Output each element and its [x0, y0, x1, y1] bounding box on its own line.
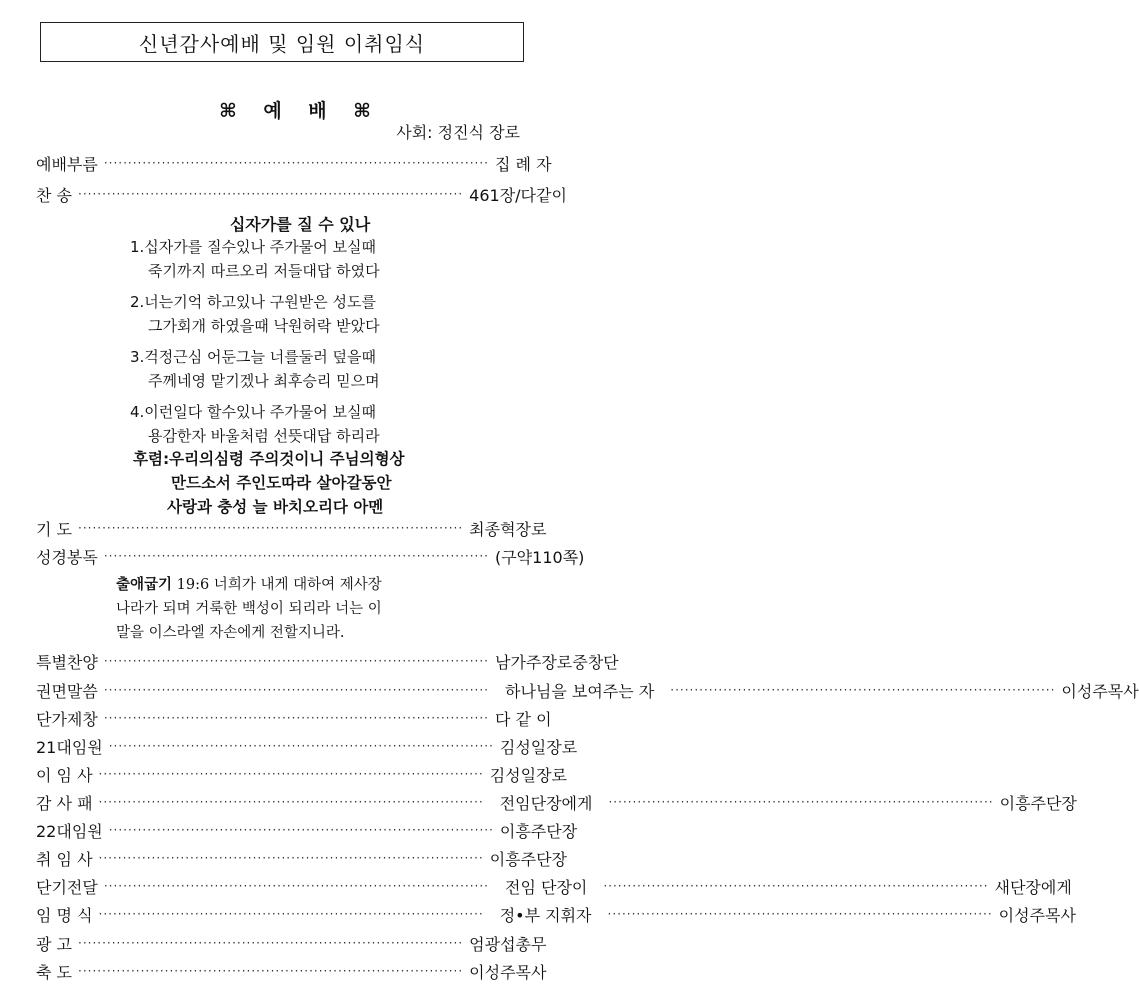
row-detail: 하나님을 보여주는 자 — [504, 681, 655, 701]
leader-dots: ················································································ — [608, 795, 994, 809]
program-row — [36, 789, 1077, 815]
leader-dots: ················································································ — [103, 683, 489, 697]
program-row — [36, 873, 1072, 899]
leader-dots: ················································································ — [108, 739, 494, 753]
chorus-line: 사랑과 충성 늘 바치오리다 아멘 — [167, 498, 384, 516]
row-label: 취 임 사 — [36, 849, 93, 869]
program-row — [36, 817, 578, 843]
program-row — [36, 648, 619, 674]
row-label: 단기전달 — [36, 877, 98, 897]
row-label: 찬 송 — [36, 185, 72, 205]
program-row — [36, 930, 547, 956]
row-detail: 전임단장에게 — [499, 793, 593, 813]
program-row — [36, 845, 567, 871]
row-value: 김성일장로 — [499, 737, 578, 757]
verse-line: 1.십자가를 질수있나 주가물어 보실때 — [130, 238, 376, 256]
row-value: 엄광섭총무 — [469, 934, 547, 954]
row-value: 남가주장로중창단 — [494, 652, 619, 672]
row-detail: 정•부 지휘자 — [499, 905, 592, 925]
leader-dots: ················································································ — [103, 711, 489, 725]
row-value: 이흥주단장 — [499, 821, 578, 841]
row-label: 단가제창 — [36, 709, 98, 729]
leader-dots: ················································································ — [670, 683, 1056, 697]
row-value: 461장/다같이 — [469, 185, 567, 205]
leader-dots: ················································································ — [103, 549, 489, 563]
row-label: 임 명 식 — [36, 905, 93, 925]
program-row — [36, 761, 567, 787]
scripture-passage — [116, 573, 456, 645]
program-row — [36, 150, 552, 176]
program-row — [36, 677, 1139, 703]
program-row — [36, 901, 1076, 927]
leader-dots: ················································································ — [98, 907, 484, 921]
hymn-verse — [130, 345, 380, 393]
scripture-line: 19:6 너희가 내게 대하여 제사장 — [172, 577, 382, 593]
leader-dots: ················································································ — [78, 936, 464, 950]
row-value: 이성주목사 — [998, 905, 1076, 925]
leader-dots: ················································································ — [78, 964, 464, 978]
verse-line: 4.이런일다 할수있나 주가물어 보실때 — [130, 403, 376, 421]
row-value: 최종혁장로 — [469, 519, 547, 539]
leader-dots: ················································································ — [103, 156, 489, 170]
row-value: 이성주목사 — [469, 962, 547, 982]
leader-dots: ················································································ — [98, 767, 484, 781]
row-value: 다 같 이 — [494, 709, 552, 729]
row-value: (구약110쪽) — [494, 547, 585, 567]
leader-dots: ················································································ — [607, 907, 993, 921]
scripture-reference: 출애굽기 — [116, 577, 173, 593]
row-value: 새단장에게 — [994, 877, 1072, 897]
row-label: 축 도 — [36, 962, 72, 982]
leader-dots: ················································································ — [98, 851, 484, 865]
program-row — [36, 958, 547, 984]
program-row — [36, 543, 585, 569]
hymn-verse — [130, 235, 380, 283]
row-label: 21대임원 — [36, 737, 103, 757]
leader-dots: ················································································ — [78, 521, 464, 535]
row-value: 김성일장로 — [489, 765, 567, 785]
leader-dots: ················································································ — [108, 823, 494, 837]
presider-line: 사회: 정진식 장로 — [396, 123, 520, 142]
program-row — [36, 733, 578, 759]
chorus-line: 후렴:우리의심령 주의것이니 주님의형상 — [133, 450, 405, 468]
verse-line: 죽기까지 따르오리 저들대답 하였다 — [148, 262, 380, 280]
row-label: 감 사 패 — [36, 793, 93, 813]
section-heading: ⌘ 예 배 ⌘ — [219, 100, 381, 122]
row-label: 이 임 사 — [36, 765, 93, 785]
row-value: 이성주목사 — [1061, 681, 1139, 701]
row-label: 특별찬양 — [36, 652, 98, 672]
leader-dots: ················································································ — [98, 795, 484, 809]
verse-line: 주께네영 맡기겠나 최후승리 믿으며 — [148, 372, 380, 390]
row-value: 이흥주단장 — [489, 849, 567, 869]
scripture-line: 나라가 되며 거룩한 백성이 되리라 너는 이 — [116, 601, 382, 617]
leader-dots: ················································································ — [603, 879, 989, 893]
row-label: 권면말씀 — [36, 681, 98, 701]
program-row — [36, 181, 567, 207]
hymn-title: 십자가를 질 수 있나 — [229, 215, 371, 234]
hymn-chorus — [133, 447, 405, 519]
row-label: 광 고 — [36, 934, 72, 954]
verse-line: 용감한자 바울처럼 선뜻대답 하리라 — [148, 427, 380, 445]
leader-dots: ················································································ — [103, 654, 489, 668]
scripture-line: 말을 이스라엘 자손에게 전할지니라. — [116, 625, 345, 641]
program-row — [36, 705, 552, 731]
leader-dots: ················································································ — [103, 879, 489, 893]
row-label: 기 도 — [36, 519, 72, 539]
row-value: 집 례 자 — [494, 154, 552, 174]
verse-line: 2.너는기억 하고있나 구원받은 성도를 — [130, 293, 376, 311]
row-label: 예배부름 — [36, 154, 98, 174]
verse-line: 그가회개 하였을때 낙원허락 받았다 — [148, 317, 380, 335]
program-title: 신년감사예배 및 임원 이취임식 — [40, 22, 524, 62]
hymn-verse — [130, 400, 380, 448]
row-detail: 전임 단장이 — [504, 877, 588, 897]
row-label: 성경봉독 — [36, 547, 98, 567]
row-label: 22대임원 — [36, 821, 103, 841]
hymn-verse — [130, 290, 380, 338]
verse-line: 3.걱정근심 어둔그늘 너를둘러 덮을때 — [130, 348, 376, 366]
chorus-line: 만드소서 주인도따라 살아갈동안 — [171, 474, 392, 492]
leader-dots: ················································································ — [78, 187, 464, 201]
row-value: 이흥주단장 — [999, 793, 1077, 813]
